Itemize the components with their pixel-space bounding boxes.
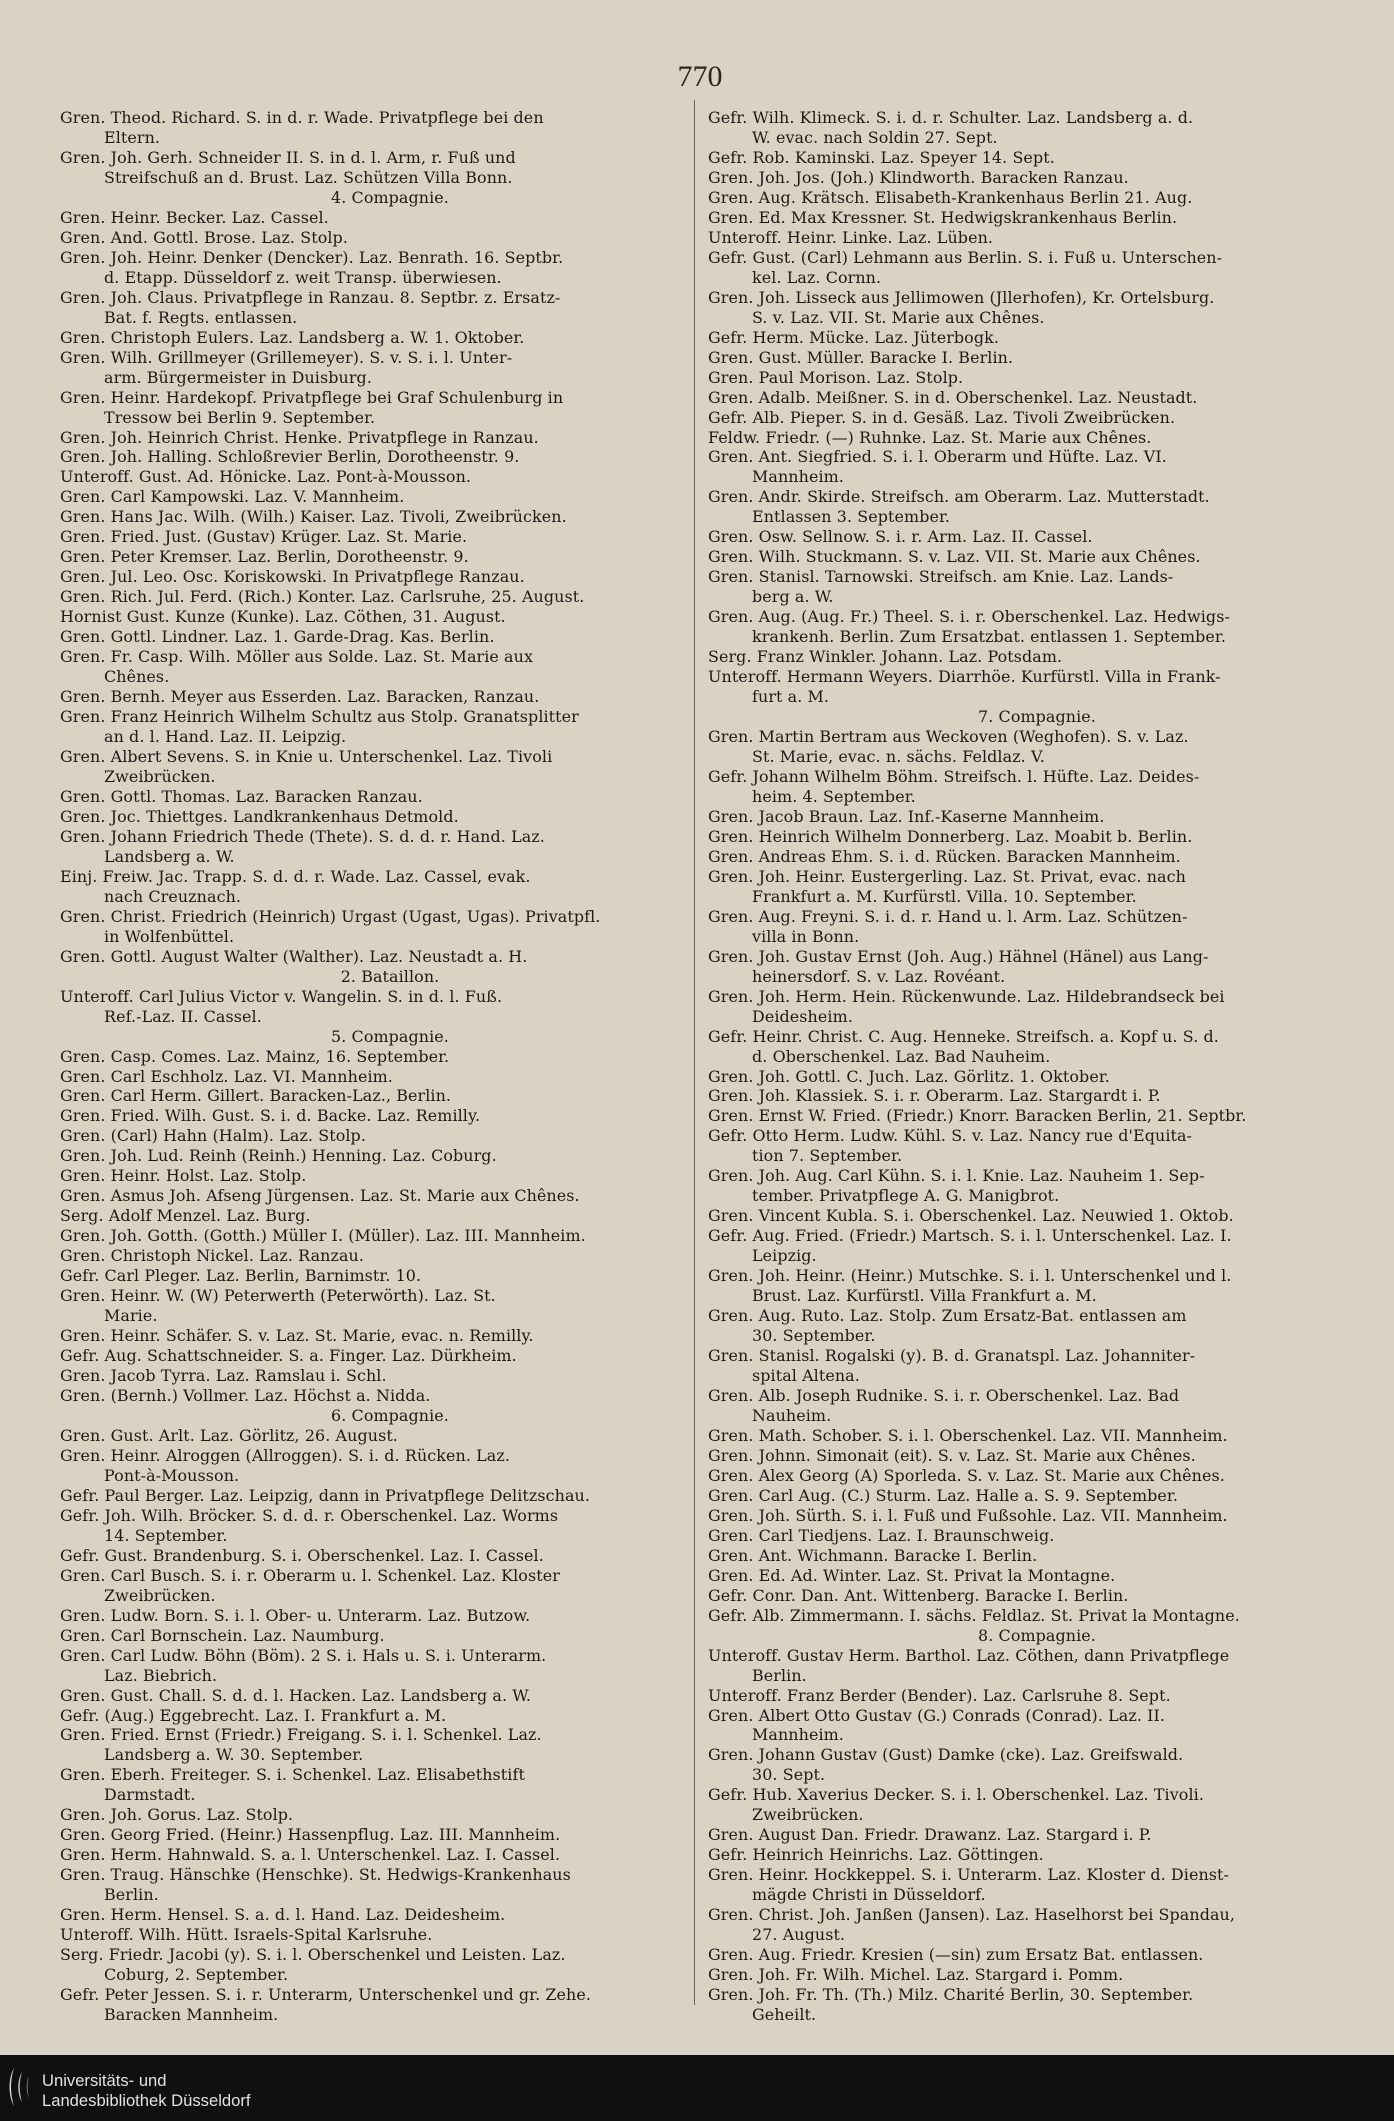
entry-line: Gefr. Herm. Mücke. Laz. Jüterbogk. [708, 327, 999, 347]
entry-line: Gren. Casp. Comes. Laz. Mainz, 16. September. [60, 1046, 450, 1066]
entry-line: Gren. Aug. Freyni. S. i. d. r. Hand u. l. Arm. Laz. Schützen- [708, 906, 1188, 926]
entry-line: Gefr. Alb. Zimmermann. I. sächs. Feldlaz. St. Privat la Montagne. [708, 1605, 1240, 1625]
entry-continuation: Pont-à-Mousson. [104, 1465, 240, 1485]
entry-line: Gren. Asmus Joh. Afseng Jürgensen. Laz. St. Marie aux Chênes. [60, 1186, 580, 1206]
entry-line: Gren. Math. Schober. S. i. l. Oberschenkel. Laz. VII. Mannheim. [708, 1425, 1228, 1445]
entry-line: Gren. Jacob Tyrra. Laz. Ramslau i. Schl. [60, 1366, 387, 1386]
entry-continuation: heinersdorf. S. v. Laz. Rovéant. [752, 966, 1006, 986]
entry-line: Gren. Carl Herm. Gillert. Baracken-Laz., Berlin. [60, 1086, 452, 1106]
entry-line: Gefr. Gust. Brandenburg. S. i. Oberschenkel. Laz. I. Cassel. [60, 1545, 544, 1565]
entry-line: Einj. Freiw. Jac. Trapp. S. d. d. r. Wade. Laz. Cassel, evak. [60, 866, 531, 886]
entry-line: Gren. August Dan. Friedr. Drawanz. Laz. Stargard i. P. [708, 1825, 1152, 1845]
entry-line: Gren. Joh. Gottl. C. Juch. Laz. Görlitz. 1. Oktober. [708, 1066, 1110, 1086]
entry-line: Gren. Fried. Wilh. Gust. S. i. d. Backe. Laz. Remilly. [60, 1106, 481, 1126]
entry-line: Gren. Joh. Claus. Privatpflege in Ranzau. 8. Septbr. z. Ersatz- [60, 287, 561, 307]
entry-continuation: S. v. Laz. VII. St. Marie aux Chênes. [752, 307, 1045, 327]
entry-line: Gefr. Peter Jessen. S. i. r. Unterarm, Unterschenkel und gr. Zehe. [60, 1985, 592, 2005]
entry-line: Gefr. Joh. Wilh. Bröcker. S. d. d. r. Oberschenkel. Laz. Worms [60, 1505, 559, 1525]
entry-line: Gren. Carl Busch. S. i. r. Oberarm u. l. Schenkel. Laz. Kloster [60, 1565, 560, 1585]
entry-line: Gren. Heinr. Schäfer. S. v. Laz. St. Marie, evac. n. Remilly. [60, 1326, 534, 1346]
section-heading: 8. Compagnie. [978, 1625, 1096, 1645]
entry-line: Gren. Joh. Heinrich Christ. Henke. Privatpflege in Ranzau. [60, 427, 539, 447]
entry-line: Gren. Christ. Joh. Janßen (Jansen). Laz. Haselhorst bei Spandau, [708, 1905, 1236, 1925]
footer-line-1: Universitäts- und [42, 2071, 167, 2090]
entry-continuation: Coburg, 2. September. [104, 1965, 289, 1985]
entry-line: Gren. Ant. Siegfried. S. i. l. Oberarm und Hüfte. Laz. VI. [708, 447, 1167, 467]
entry-continuation: Streifschuß an d. Brust. Laz. Schützen Villa Bonn. [104, 167, 513, 187]
entry-line: Gren. Carl Tiedjens. Laz. I. Braunschweig. [708, 1525, 1055, 1545]
entry-line: Gren. Christoph Eulers. Laz. Landsberg a. W. 1. Oktober. [60, 327, 525, 347]
entry-line: Gefr. Hub. Xaverius Decker. S. i. l. Oberschenkel. Laz. Tivoli. [708, 1785, 1204, 1805]
entry-line: Unteroff. Hermann Weyers. Diarrhöe. Kurfürstl. Villa in Frank- [708, 667, 1221, 687]
entry-line: Gren. Heinr. Alroggen (Allroggen). S. i. d. Rücken. Laz. [60, 1445, 511, 1465]
entry-line: Gren. Peter Kremser. Laz. Berlin, Dorotheenstr. 9. [60, 547, 469, 567]
section-heading: 2. Bataillon. [340, 966, 440, 986]
entry-continuation: Bat. f. Regts. entlassen. [104, 307, 298, 327]
library-logo-icon [6, 2066, 36, 2108]
entry-line: Gren. Adalb. Meißner. S. in d. Oberschenkel. Laz. Neustadt. [708, 387, 1198, 407]
entry-continuation: tember. Privatpflege A. G. Manigbrot. [752, 1186, 1060, 1206]
entry-line: Gefr. Otto Herm. Ludw. Kühl. S. v. Laz. Nancy rue d'Equita- [708, 1126, 1193, 1146]
entry-line: Gefr. Wilh. Klimeck. S. i. d. r. Schulter. Laz. Landsberg a. d. [708, 108, 1194, 127]
entry-line: Gren. Georg Fried. (Heinr.) Hassenpflug. Laz. III. Mannheim. [60, 1825, 561, 1845]
entry-continuation: heim. 4. September. [752, 786, 916, 806]
entry-continuation: 30. Sept. [752, 1765, 826, 1785]
entry-line: Gren. Aug. (Aug. Fr.) Theel. S. i. r. Oberschenkel. Laz. Hedwigs- [708, 607, 1230, 627]
entry-line: Unteroff. Gustav Herm. Barthol. Laz. Cöthen, dann Privatpflege [708, 1645, 1230, 1665]
entry-line: Gren. Ernst W. Fried. (Friedr.) Knorr. Baracken Berlin, 21. Septbr. [708, 1106, 1247, 1126]
entry-line: Gren. Joh. Heinr. (Heinr.) Mutschke. S. i. l. Unterschenkel und l. [708, 1266, 1232, 1286]
entry-line: Gren. Joh. Halling. Schloßrevier Berlin, Dorotheenstr. 9. [60, 447, 520, 467]
entry-line: Gefr. Conr. Dan. Ant. Wittenberg. Baracke I. Berlin. [708, 1585, 1129, 1605]
entry-line: Gren. Wilh. Stuckmann. S. v. Laz. VII. St. Marie aux Chênes. [708, 547, 1201, 567]
entry-continuation: spital Altena. [752, 1366, 860, 1386]
entry-continuation: Eltern. [104, 127, 161, 147]
entry-line: Unteroff. Franz Berder (Bender). Laz. Carlsruhe 8. Sept. [708, 1685, 1171, 1705]
entry-line: Gren. Heinr. Hardekopf. Privatpflege bei Graf Schulenburg in [60, 387, 564, 407]
entry-line: Gren. Aug. Friedr. Kresien (—sin) zum Ersatz Bat. entlassen. [708, 1945, 1204, 1965]
section-heading: 5. Compagnie. [331, 1026, 449, 1046]
entry-continuation: Laz. Biebrich. [104, 1665, 218, 1685]
entry-line: Gren. Traug. Hänschke (Henschke). St. Hedwigs-Krankenhaus [60, 1865, 571, 1885]
entry-continuation: an d. l. Hand. Laz. II. Leipzig. [104, 727, 347, 747]
section-heading: 7. Compagnie. [978, 707, 1096, 727]
section-heading: 6. Compagnie. [331, 1405, 449, 1425]
entry-continuation: tion 7. September. [752, 1146, 903, 1166]
entry-line: Gren. Joh. Fr. Th. (Th.) Milz. Charité Berlin, 30. September. [708, 1985, 1194, 2005]
entry-line: Gren. Bernh. Meyer aus Esserden. Laz. Baracken, Ranzau. [60, 687, 540, 707]
entry-continuation: Marie. [104, 1306, 158, 1326]
entry-continuation: Landsberg a. W. 30. September. [104, 1745, 364, 1765]
entry-line: Gren. Ed. Max Kressner. St. Hedwigskrankenhaus Berlin. [708, 207, 1178, 227]
entry-line: Gren. Carl Aug. (C.) Sturm. Laz. Halle a. S. 9. September. [708, 1485, 1179, 1505]
entry-line: Gefr. Aug. Fried. (Friedr.) Martsch. S. i. l. Unterschenkel. Laz. I. [708, 1226, 1232, 1246]
entry-continuation: Zweibrücken. [104, 1585, 216, 1605]
entry-line: Gren. Joh. Gustav Ernst (Joh. Aug.) Hähnel (Hänel) aus Lang- [708, 946, 1209, 966]
entry-line: Gefr. Gust. (Carl) Lehmann aus Berlin. S. i. Fuß u. Unterschen- [708, 247, 1223, 267]
entry-line: Gren. Vincent Kubla. S. i. Oberschenkel. Laz. Neuwied 1. Oktob. [708, 1206, 1234, 1226]
entry-line: Gefr. Alb. Pieper. S. in d. Gesäß. Laz. Tivoli Zweibrücken. [708, 407, 1176, 427]
entry-continuation: 14. September. [104, 1525, 228, 1545]
entry-line: Gren. Joh. Herm. Hein. Rückenwunde. Laz. Hildebrandseck bei [708, 986, 1225, 1006]
entry-line: Gren. Joh. Aug. Carl Kühn. S. i. l. Knie. Laz. Nauheim 1. Sep- [708, 1166, 1205, 1186]
entry-continuation: Zweibrücken. [752, 1805, 864, 1825]
entry-line: Gren. Joh. Lud. Reinh (Reinh.) Henning. Laz. Coburg. [60, 1146, 497, 1166]
entry-line: Gren. Joh. Jos. (Joh.) Klindworth. Baracken Ranzau. [708, 167, 1129, 187]
entry-line: Gren. Johann Friedrich Thede (Thete). S. d. d. r. Hand. Laz. [60, 826, 545, 846]
entry-line: Gren. Gust. Müller. Baracke I. Berlin. [708, 347, 1014, 367]
entry-line: Feldw. Friedr. (—) Ruhnke. Laz. St. Marie aux Chênes. [708, 427, 1152, 447]
column-divider [694, 100, 695, 2005]
entry-line: Gren. Wilh. Grillmeyer (Grillemeyer). S. v. S. i. l. Unter- [60, 347, 513, 367]
entry-line: Gren. Herm. Hahnwald. S. a. l. Unterschenkel. Laz. I. Cassel. [60, 1845, 561, 1865]
entry-line: Gren. Jul. Leo. Osc. Koriskowski. In Privatpflege Ranzau. [60, 567, 525, 587]
entry-line: Gren. Joh. Gerh. Schneider II. S. in d. l. Arm, r. Fuß und [60, 147, 516, 167]
entry-line: Gefr. (Aug.) Eggebrecht. Laz. I. Frankfurt a. M. [60, 1705, 447, 1725]
entry-continuation: Geheilt. [752, 2005, 817, 2025]
entry-line: Gren. And. Gottl. Brose. Laz. Stolp. [60, 227, 348, 247]
entry-line: Gren. Stanisl. Rogalski (y). B. d. Granatspl. Laz. Johanniter- [708, 1346, 1196, 1366]
entry-line: Gren. Jacob Braun. Laz. Inf.-Kaserne Mannheim. [708, 806, 1105, 826]
entry-line: Gren. (Bernh.) Vollmer. Laz. Höchst a. Nidda. [60, 1386, 431, 1405]
entry-line: Gren. Joh. Sürth. S. i. l. Fuß und Fußsohle. Laz. VII. Mannheim. [708, 1505, 1228, 1525]
entry-line: Gren. Franz Heinrich Wilhelm Schultz aus Stolp. Granatsplitter [60, 707, 579, 727]
entry-continuation: d. Etapp. Düsseldorf z. weit Transp. überwiesen. [104, 267, 502, 287]
entry-line: Gren. Carl Ludw. Böhn (Böm). 2 S. i. Hals u. S. i. Unterarm. [60, 1645, 547, 1665]
entry-continuation: furt a. M. [752, 687, 830, 707]
entry-line: Gren. Joh. Fr. Wilh. Michel. Laz. Stargard i. Pomm. [708, 1965, 1124, 1985]
entry-line: Gren. Joc. Thiettges. Landkrankenhaus Detmold. [60, 806, 459, 826]
entry-line: Gren. Joh. Gorus. Laz. Stolp. [60, 1805, 294, 1825]
entry-line: Gren. Carl Kampowski. Laz. V. Mannheim. [60, 487, 405, 507]
entry-continuation: Deidesheim. [752, 1006, 853, 1026]
section-heading: 4. Compagnie. [331, 187, 449, 207]
entry-continuation: berg a. W. [752, 587, 834, 607]
entry-continuation: Berlin. [752, 1665, 807, 1685]
entry-continuation: 27. August. [752, 1925, 846, 1945]
entry-line: Serg. Friedr. Jacobi (y). S. i. l. Oberschenkel und Leisten. Laz. [60, 1945, 566, 1965]
entry-line: Gren. Aug. Krätsch. Elisabeth-Krankenhaus Berlin 21. Aug. [708, 187, 1193, 207]
entry-line: Gefr. Paul Berger. Laz. Leipzig, dann in Privatpflege Delitzschau. [60, 1485, 591, 1505]
entry-continuation: Zweibrücken. [104, 766, 216, 786]
entry-line: Gren. Aug. Ruto. Laz. Stolp. Zum Ersatz-Bat. entlassen am [708, 1306, 1187, 1326]
entry-line: Gren. Heinr. Holst. Laz. Stolp. [60, 1166, 307, 1186]
entry-line: Gren. Joh. Heinr. Eustergerling. Laz. St. Privat, evac. nach [708, 866, 1186, 886]
entry-line: Gren. Eberh. Freiteger. S. i. Schenkel. Laz. Elisabethstift [60, 1765, 525, 1785]
entry-continuation: Mannheim. [752, 1725, 844, 1745]
entry-line: Gren. Albert Sevens. S. in Knie u. Unterschenkel. Laz. Tivoli [60, 747, 553, 766]
footer-line-2: Landesbibliothek Düsseldorf [42, 2091, 251, 2110]
entry-line: Gren. (Carl) Hahn (Halm). Laz. Stolp. [60, 1126, 366, 1146]
entry-continuation: Ref.-Laz. II. Cassel. [104, 1006, 262, 1026]
entry-line: Gren. Herm. Hensel. S. a. d. l. Hand. Laz. Deidesheim. [60, 1905, 506, 1925]
entry-line: Gren. Christ. Friedrich (Heinrich) Urgast (Ugast, Ugas). Privatpfl. [60, 906, 601, 926]
entry-continuation: Frankfurt a. M. Kurfürstl. Villa. 10. September. [752, 886, 1137, 906]
entry-line: Unteroff. Wilh. Hütt. Israels-Spital Karlsruhe. [60, 1925, 433, 1945]
entry-line: Gefr. Heinrich Heinrichs. Laz. Göttingen. [708, 1845, 1044, 1865]
entry-line: Gefr. Johann Wilhelm Böhm. Streifsch. l. Hüfte. Laz. Deides- [708, 766, 1200, 786]
entry-line: Gren. Joh. Gotth. (Gotth.) Müller I. (Müller). Laz. III. Mannheim. [60, 1226, 586, 1246]
entry-continuation: d. Oberschenkel. Laz. Bad Nauheim. [752, 1046, 1051, 1066]
entry-line: Gren. Heinr. Hockkeppel. S. i. Unterarm. Laz. Kloster d. Dienst- [708, 1865, 1229, 1885]
entry-line: Gren. Heinrich Wilhelm Donnerberg. Laz. Moabit b. Berlin. [708, 826, 1193, 846]
entry-continuation: Berlin. [104, 1885, 159, 1905]
entry-line: Unteroff. Heinr. Linke. Laz. Lüben. [708, 227, 994, 247]
entry-continuation: Darmstadt. [104, 1785, 196, 1805]
entry-line: Gren. Osw. Sellnow. S. i. r. Arm. Laz. II. Cassel. [708, 527, 1093, 547]
entry-continuation: Brust. Laz. Kurfürstl. Villa Frankfurt a. M. [752, 1286, 1097, 1306]
entry-line: Gren. Andreas Ehm. S. i. d. Rücken. Baracken Mannheim. [708, 846, 1181, 866]
right-column [708, 108, 1326, 2025]
entry-line: Hornist Gust. Kunze (Kunke). Laz. Cöthen, 31. August. [60, 607, 506, 627]
entry-continuation: kel. Laz. Cornn. [752, 267, 882, 287]
entry-line: Gren. Albert Otto Gustav (G.) Conrads (Conrad). Laz. II. [708, 1705, 1166, 1725]
entry-line: Gren. Martin Bertram aus Weckoven (Weghofen). S. v. Laz. [708, 727, 1189, 747]
entry-line: Gren. Ant. Wichmann. Baracke I. Berlin. [708, 1545, 1038, 1565]
entry-line: Gren. Christoph Nickel. Laz. Ranzau. [60, 1246, 365, 1266]
entry-line: Gren. Gottl. Thomas. Laz. Baracken Ranzau. [60, 786, 423, 806]
entry-line: Gren. Heinr. W. (W) Peterwerth (Peterwörth). Laz. St. [60, 1286, 496, 1306]
entry-line: Unteroff. Gust. Ad. Hönicke. Laz. Pont-à-Mousson. [60, 467, 472, 487]
entry-line: Gefr. Heinr. Christ. C. Aug. Henneke. Streifsch. a. Kopf u. S. d. [708, 1026, 1219, 1046]
entry-continuation: Chênes. [104, 667, 170, 687]
entry-line: Gren. Theod. Richard. S. in d. r. Wade. Privatpflege bei den [60, 108, 544, 127]
entry-continuation: mägde Christi in Düsseldorf. [752, 1885, 986, 1905]
entry-continuation: Mannheim. [752, 467, 844, 487]
entry-continuation: W. evac. nach Soldin 27. Sept. [752, 127, 998, 147]
entry-continuation: villa in Bonn. [752, 926, 860, 946]
left-column [60, 108, 680, 2025]
entry-line: Gren. Joh. Heinr. Denker (Dencker). Laz. Benrath. 16. Septbr. [60, 247, 564, 267]
entry-line: Gren. Andr. Skirde. Streifsch. am Oberarm. Laz. Mutterstadt. [708, 487, 1210, 507]
entry-line: Gren. Hans Jac. Wilh. (Wilh.) Kaiser. Laz. Tivoli, Zweibrücken. [60, 507, 567, 527]
entry-line: Gren. Carl Eschholz. Laz. VI. Mannheim. [60, 1066, 393, 1086]
entry-line: Gren. Heinr. Becker. Laz. Cassel. [60, 207, 329, 227]
entry-continuation: Baracken Mannheim. [104, 2005, 279, 2025]
entry-line: Gefr. Aug. Schattschneider. S. a. Finger. Laz. Dürkheim. [60, 1346, 517, 1366]
entry-line: Serg. Adolf Menzel. Laz. Burg. [60, 1206, 311, 1226]
entry-continuation: krankenh. Berlin. Zum Ersatzbat. entlassen 1. September. [752, 627, 1227, 647]
entry-line: Gren. Gottl. August Walter (Walther). Laz. Neustadt a. H. [60, 946, 528, 966]
entry-line: Gren. Stanisl. Tarnowski. Streifsch. am Knie. Laz. Lands- [708, 567, 1174, 587]
entry-continuation: in Wolfenbüttel. [104, 926, 235, 946]
entry-line: Gren. Ed. Ad. Winter. Laz. St. Privat la Montagne. [708, 1565, 1116, 1585]
entry-continuation: nach Creuznach. [104, 886, 242, 906]
entry-line: Gren. Rich. Jul. Ferd. (Rich.) Konter. Laz. Carlsruhe, 25. August. [60, 587, 585, 607]
entry-continuation: Leipzig. [752, 1246, 817, 1266]
entry-line: Gren. Gottl. Lindner. Laz. 1. Garde-Drag. Kas. Berlin. [60, 627, 495, 647]
entry-continuation: arm. Bürgermeister in Duisburg. [104, 367, 372, 387]
entry-line: Gren. Joh. Lisseck aus Jellimowen (Jllerhofen), Kr. Ortelsburg. [708, 287, 1215, 307]
entry-line: Gren. Paul Morison. Laz. Stolp. [708, 367, 964, 387]
entry-continuation: Landsberg a. W. [104, 846, 235, 866]
entry-line: Gren. Fried. Ernst (Friedr.) Freigang. S. i. l. Schenkel. Laz. [60, 1725, 542, 1745]
entry-line: Gren. Ludw. Born. S. i. l. Ober- u. Unterarm. Laz. Butzow. [60, 1605, 531, 1625]
entry-line: Gefr. Carl Pleger. Laz. Berlin, Barnimstr. 10. [60, 1266, 422, 1286]
entry-continuation: 30. September. [752, 1326, 876, 1346]
entry-line: Gren. Joh. Klassiek. S. i. r. Oberarm. Laz. Stargardt i. P. [708, 1086, 1161, 1106]
entry-line: Gefr. Rob. Kaminski. Laz. Speyer 14. Sept. [708, 147, 1055, 167]
entry-line: Gren. Alb. Joseph Rudnike. S. i. r. Oberschenkel. Laz. Bad [708, 1386, 1180, 1405]
entry-line: Serg. Franz Winkler. Johann. Laz. Potsdam. [708, 647, 1063, 667]
entry-line: Gren. Gust. Chall. S. d. d. l. Hacken. Laz. Landsberg a. W. [60, 1685, 532, 1705]
entry-continuation: Nauheim. [752, 1405, 832, 1425]
entry-continuation: St. Marie, evac. n. sächs. Feldlaz. V. [752, 747, 1045, 766]
entry-line: Unteroff. Carl Julius Victor v. Wangelin. S. in d. l. Fuß. [60, 986, 503, 1006]
entry-continuation: Tressow bei Berlin 9. September. [104, 407, 376, 427]
entry-line: Gren. Johann Gustav (Gust) Damke (cke). Laz. Greifswald. [708, 1745, 1184, 1765]
entry-line: Gren. Johnn. Simonait (eit). S. v. Laz. St. Marie aux Chênes. [708, 1445, 1196, 1465]
footer-institution [42, 2071, 250, 2111]
entry-line: Gren. Carl Bornschein. Laz. Naumburg. [60, 1625, 385, 1645]
entry-line: Gren. Gust. Arlt. Laz. Görlitz, 26. August. [60, 1425, 398, 1445]
page-number: 770 [677, 60, 723, 93]
entry-line: Gren. Alex Georg (A) Sporleda. S. v. Laz. St. Marie aux Chênes. [708, 1465, 1225, 1485]
entry-continuation: Entlassen 3. September. [752, 507, 951, 527]
entry-line: Gren. Fried. Just. (Gustav) Krüger. Laz. St. Marie. [60, 527, 468, 547]
entry-line: Gren. Fr. Casp. Wilh. Möller aus Solde. Laz. St. Marie aux [60, 647, 534, 667]
